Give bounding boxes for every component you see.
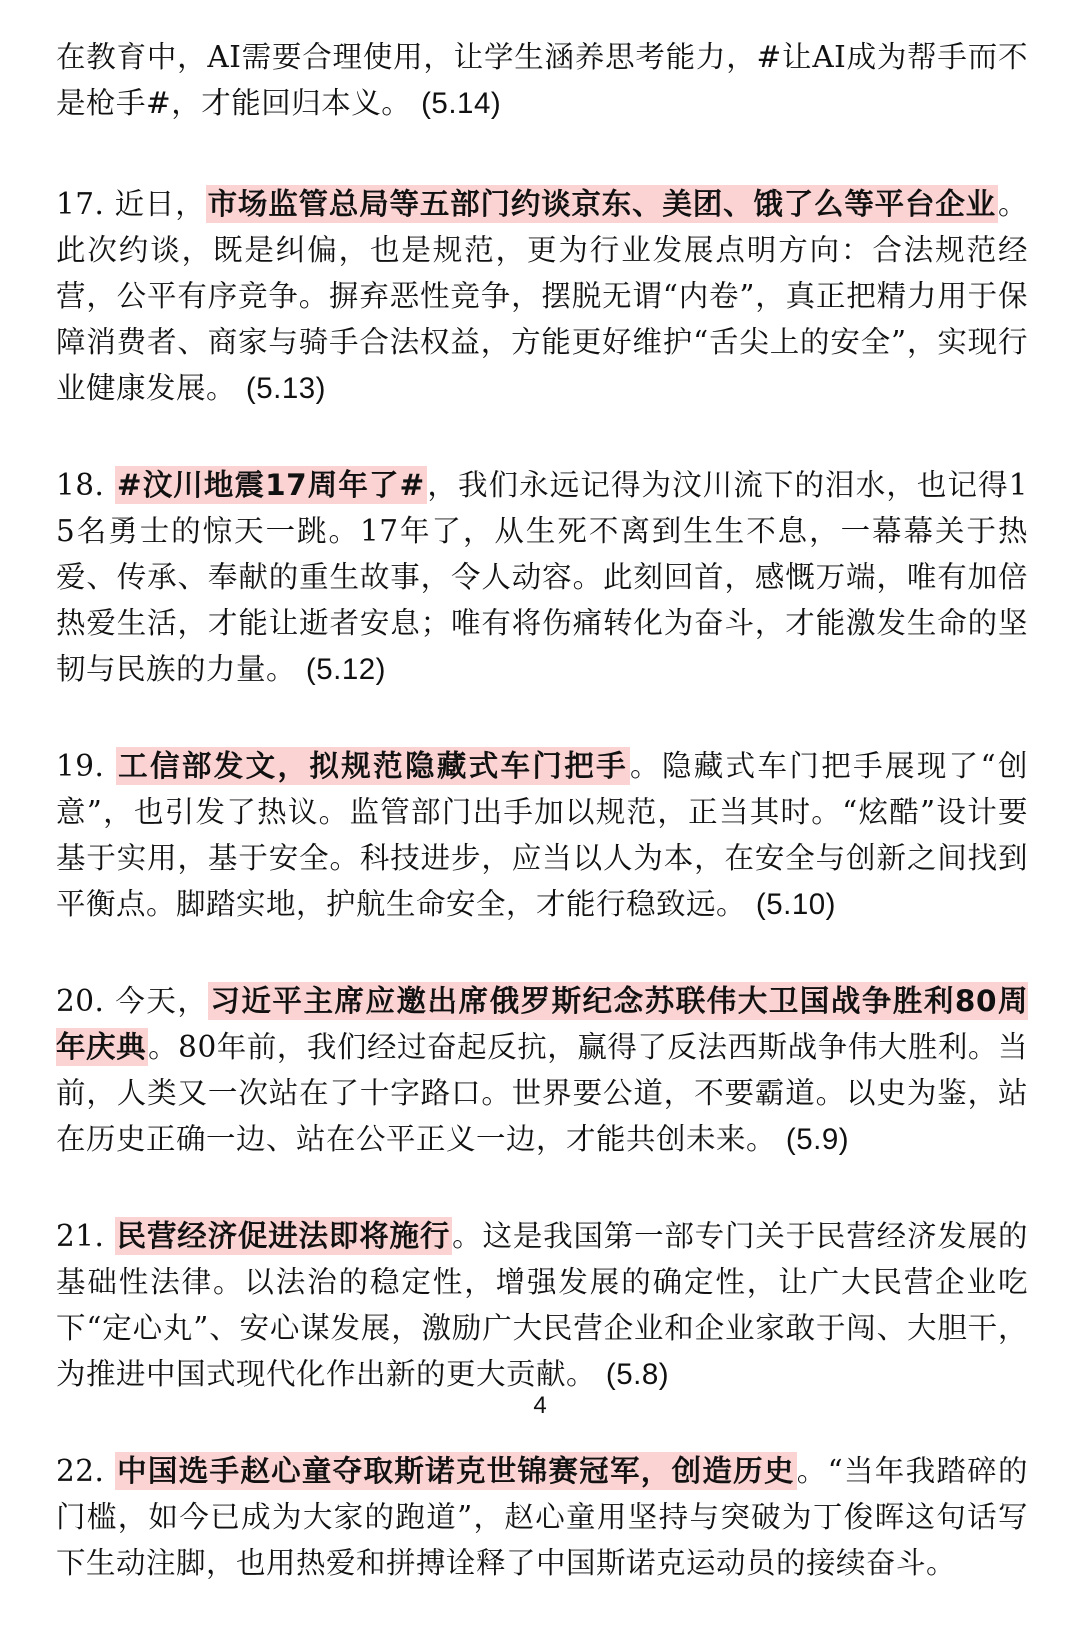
paragraph-text: 。“当年我踏碎的门槛，如今已成为大家的跑道”，赵心童用坚持与突破为丁俊晖这句话写下生动注脚，也用热爱和拼搏诠释了中国斯诺克运动员的接续奋斗。 — [56, 1454, 1028, 1580]
highlighted-headline: 市场监管总局等五部门约谈京东、美团、饿了么等平台企业 — [207, 187, 996, 221]
paragraph-date: (5.10) — [755, 888, 836, 921]
paragraph-22 — [56, 1448, 1028, 1586]
paragraph-text: 。此次约谈，既是纠偏，也是规范，更为行业发展点明方向：合法规范经营，公平有序竞争。摒弃恶性竞争，摆脱无谓“内卷”，真正把精力用于保障消费者、商家与骑手合法权益，方能更好维护“舌尖上的安全”，实现行业健康发展。 — [56, 187, 1028, 405]
paragraph-17 — [56, 181, 1028, 412]
paragraph-text: ，我们永远记得为汶川流下的泪水，也记得15名勇士的惊天一跳。17年了，从生死不离到生生不息，一幕幕关于热爱、传承、奉献的重生故事，令人动容。此刻回首，感慨万端，唯有加倍热爱生活，才能让逝者安息；唯有将伤痛转化为奋斗，才能激发生命的坚韧与民族的力量。 — [56, 468, 1028, 686]
highlighted-headline: 工信部发文，拟规范隐藏式车门把手 — [118, 749, 629, 783]
paragraph-16-continuation — [56, 34, 1028, 127]
paragraph-prefix: 17. 近日， — [56, 187, 206, 221]
paragraph-20 — [56, 978, 1028, 1163]
paragraph-prefix: 18. — [56, 468, 115, 502]
paragraph-text: 。这是我国第一部专门关于民营经济发展的基础性法律。以法治的稳定性，增强发展的确定性，让广大民营企业吃下“定心丸”、安心谋发展，激励广大民营企业和企业家敢于闯、大胆干，为推进中国式现代化作出新的更大贡献。 — [56, 1219, 1028, 1391]
paragraph-prefix: 19. — [56, 749, 117, 783]
paragraph-date: (5.14) — [421, 87, 502, 120]
paragraph-prefix: 21. — [56, 1219, 115, 1253]
paragraph-text: 。隐藏式车门把手展现了“创意”，也引发了热议。监管部门出手加以规范，正当其时。“炫酷”设计要基于实用，基于安全。科技进步，应当以人为本，在安全与创新之间找到平衡点。脚踏实地，护航生命安全，才能行稳致远。 — [56, 749, 1028, 921]
highlighted-headline: 民营经济促进法即将施行 — [116, 1219, 451, 1253]
paragraph-text: 。80年前，我们经过奋起反抗，赢得了反法西斯战争伟大胜利。当前，人类又一次站在了十字路口。世界要公道，不要霸道。以史为鉴，站在历史正确一边、站在公平正义一边，才能共创未来。 — [56, 1030, 1028, 1156]
paragraph-21 — [56, 1213, 1028, 1398]
paragraph-date: (5.9) — [785, 1123, 850, 1156]
paragraph-prefix: 22. — [56, 1454, 116, 1488]
highlighted-headline: 习近平主席应邀出席俄罗斯纪念苏联伟大卫国战争胜利80周年庆典 — [56, 984, 1028, 1064]
paragraph-date: (5.8) — [605, 1358, 670, 1391]
paragraph-date: (5.13) — [245, 372, 326, 405]
paragraph-date: (5.12) — [305, 653, 386, 686]
page-number: 4 — [533, 1392, 547, 1419]
paragraph-19 — [56, 743, 1028, 928]
paragraph-text: 在教育中，AI需要合理使用，让学生涵养思考能力，#让AI成为帮手而不是枪手#，才能回归本义。 — [56, 40, 1028, 120]
highlighted-headline: #汶川地震17周年了# — [116, 468, 425, 502]
paragraph-18 — [56, 462, 1028, 693]
highlighted-headline: 中国选手赵心童夺取斯诺克世锦赛冠军，创造历史 — [117, 1454, 795, 1488]
paragraph-prefix: 20. 今天， — [56, 984, 209, 1018]
